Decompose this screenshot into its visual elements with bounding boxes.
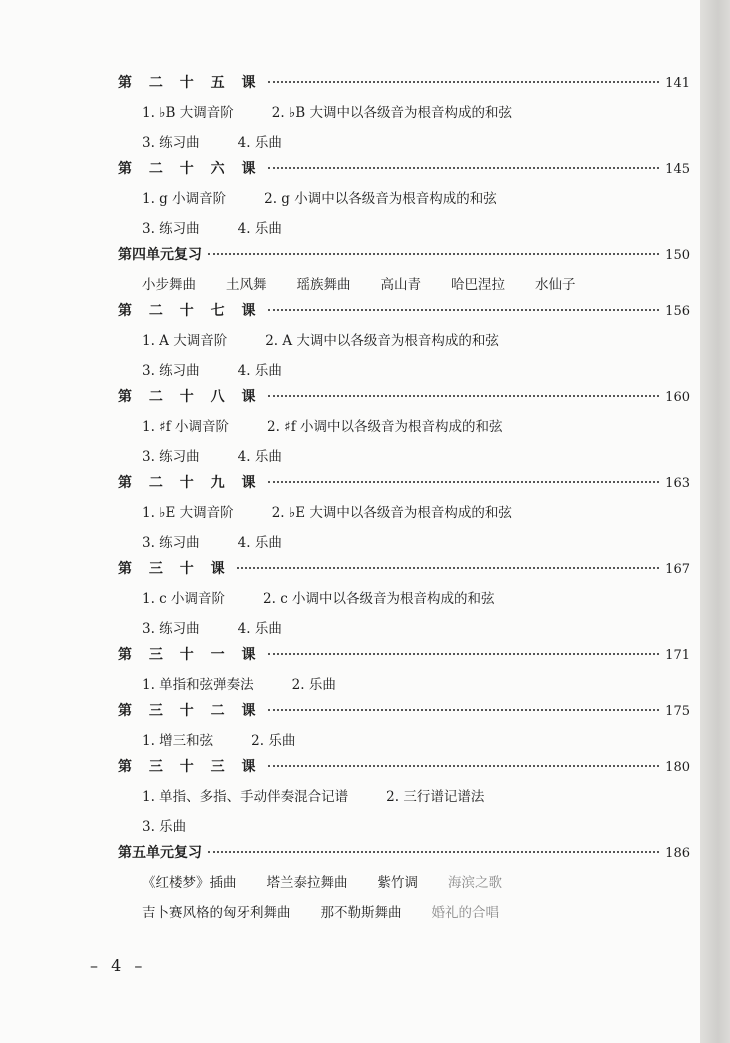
lesson-title: 第 三 十 一 课: [118, 647, 262, 663]
toc-subitem: 2. A 大调中以各级音为根音构成的和弦: [265, 333, 499, 349]
lesson-title: 第 三 十 三 课: [118, 759, 262, 775]
toc-subitem: 紫竹调: [377, 875, 418, 891]
page-number: 167: [665, 562, 690, 577]
toc-subitem: 2. ♯f 小调中以各级音为根音构成的和弦: [267, 419, 503, 435]
toc-heading: [118, 386, 690, 412]
page-number: 145: [665, 162, 690, 177]
lesson-title: 第 三 十 二 课: [118, 703, 262, 719]
dot-leader: [268, 167, 660, 169]
toc-subitem: 小步舞曲: [142, 277, 196, 293]
toc-subitem: 2. c 小调中以各级音为根音构成的和弦: [263, 591, 495, 607]
toc-subitem: 4. 乐曲: [237, 221, 282, 237]
toc-subline: [118, 356, 690, 386]
toc-subline: [118, 898, 690, 928]
toc-subline: [118, 270, 690, 300]
toc-subitem: 1. 增三和弦: [142, 733, 214, 749]
table-of-contents: [118, 72, 690, 928]
toc-subitem: 2. ♭B 大调中以各级音为根音构成的和弦: [271, 105, 513, 121]
toc-subitem: 3. 练习曲: [142, 221, 200, 237]
toc-entry: [118, 558, 690, 644]
toc-subitem: 1. 单指、多指、手动伴奏混合记谱: [142, 789, 349, 805]
lesson-title: 第 二 十 七 课: [118, 303, 262, 319]
toc-heading: [118, 644, 690, 670]
toc-subline: [118, 528, 690, 558]
toc-heading: [118, 700, 690, 726]
toc-subitem: 3. 练习曲: [142, 363, 200, 379]
toc-entry: [118, 386, 690, 472]
dot-leader: [268, 653, 660, 655]
lesson-title: 第 三 十 课: [118, 561, 231, 577]
toc-subitem: 1. 单指和弦弹奏法: [142, 677, 254, 693]
toc-subline: [118, 670, 690, 700]
page-number-footer: – 4 –: [90, 956, 147, 975]
lesson-title: 第四单元复习: [118, 247, 202, 263]
toc-subitem: 那不勒斯舞曲: [320, 905, 402, 921]
toc-subitem: 3. 练习曲: [142, 135, 200, 151]
page-number: 160: [665, 390, 690, 405]
toc-subitem: 1. c 小调音阶: [142, 591, 226, 607]
toc-subline: [118, 726, 690, 756]
page-edge: [700, 0, 730, 1043]
toc-subline: [118, 614, 690, 644]
toc-subitem: 水仙子: [535, 277, 576, 293]
lesson-title: 第 二 十 五 课: [118, 75, 262, 91]
toc-subitem: 3. 乐曲: [142, 819, 187, 835]
toc-subitem: 4. 乐曲: [237, 449, 282, 465]
toc-subitem: 1. A 大调音阶: [142, 333, 228, 349]
toc-subitem: 瑶族舞曲: [296, 277, 351, 293]
toc-heading: [118, 842, 690, 868]
toc-subline: [118, 868, 690, 898]
page-number: 175: [665, 704, 690, 719]
toc-subitem: 土风舞: [226, 277, 267, 293]
toc-subitem: 4. 乐曲: [237, 535, 282, 551]
toc-entry: [118, 300, 690, 386]
dot-leader: [268, 395, 660, 397]
toc-entry: [118, 72, 690, 158]
toc-heading: [118, 244, 690, 270]
toc-subitem: 婚礼的合唱: [431, 905, 499, 921]
toc-subitem: 4. 乐曲: [237, 621, 282, 637]
toc-heading: [118, 72, 690, 98]
toc-heading: [118, 158, 690, 184]
toc-subitem: 1. g 小调音阶: [142, 191, 227, 207]
toc-heading: [118, 558, 690, 584]
dot-leader: [268, 481, 660, 483]
toc-subitem: 吉卜赛风格的匈牙利舞曲: [142, 905, 291, 921]
toc-subline: [118, 128, 690, 158]
toc-entry: [118, 472, 690, 558]
toc-subitem: 2. 乐曲: [251, 733, 296, 749]
page-number: 180: [665, 760, 690, 775]
toc-heading: [118, 756, 690, 782]
dot-leader: [268, 765, 660, 767]
lesson-title: 第 二 十 九 课: [118, 475, 262, 491]
toc-subline: [118, 98, 690, 128]
dot-leader: [268, 709, 660, 711]
toc-entry: [118, 244, 690, 300]
toc-subline: [118, 812, 690, 842]
dot-leader: [268, 309, 660, 311]
toc-subitem: 4. 乐曲: [237, 135, 282, 151]
dot-leader: [208, 253, 659, 255]
toc-subitem: 3. 练习曲: [142, 449, 200, 465]
lesson-title: 第五单元复习: [118, 845, 202, 861]
toc-entry: [118, 644, 690, 700]
toc-subitem: 2. 三行谱记谱法: [386, 789, 485, 805]
toc-subitem: 《红楼梦》插曲: [142, 875, 237, 891]
toc-subitem: 3. 练习曲: [142, 535, 200, 551]
toc-entry: [118, 700, 690, 756]
toc-subline: [118, 184, 690, 214]
toc-subline: [118, 412, 690, 442]
toc-heading: [118, 300, 690, 326]
dot-leader: [208, 851, 659, 853]
page-number: 156: [665, 304, 690, 319]
toc-subitem: 塔兰泰拉舞曲: [266, 875, 348, 891]
toc-entry: [118, 158, 690, 244]
toc-subitem: 哈巴涅拉: [451, 277, 505, 293]
toc-subline: [118, 326, 690, 356]
toc-subitem: 海滨之歌: [448, 875, 502, 891]
toc-subitem: 1. ♭E 大调音阶: [142, 505, 234, 521]
toc-subitem: 1. ♯f 小调音阶: [142, 419, 229, 435]
toc-subline: [118, 584, 690, 614]
page-number: 186: [665, 846, 690, 861]
page-number: 141: [665, 76, 690, 91]
toc-subitem: 4. 乐曲: [237, 363, 282, 379]
page-number: 171: [665, 648, 690, 663]
lesson-title: 第 二 十 八 课: [118, 389, 262, 405]
toc-subline: [118, 498, 690, 528]
toc-subitem: 1. ♭B 大调音阶: [142, 105, 234, 121]
toc-subline: [118, 214, 690, 244]
toc-entry: [118, 842, 690, 928]
toc-subline: [118, 782, 690, 812]
lesson-title: 第 二 十 六 课: [118, 161, 262, 177]
dot-leader: [268, 81, 660, 83]
toc-subitem: 2. g 小调中以各级音为根音构成的和弦: [264, 191, 497, 207]
toc-subitem: 3. 练习曲: [142, 621, 200, 637]
toc-subitem: 2. 乐曲: [291, 677, 336, 693]
toc-entry: [118, 756, 690, 842]
page-number: 163: [665, 476, 690, 491]
toc-subitem: 高山青: [380, 277, 421, 293]
toc-subline: [118, 442, 690, 472]
toc-subitem: 2. ♭E 大调中以各级音为根音构成的和弦: [271, 505, 512, 521]
toc-heading: [118, 472, 690, 498]
dot-leader: [237, 567, 660, 569]
page-number: 150: [665, 248, 690, 263]
